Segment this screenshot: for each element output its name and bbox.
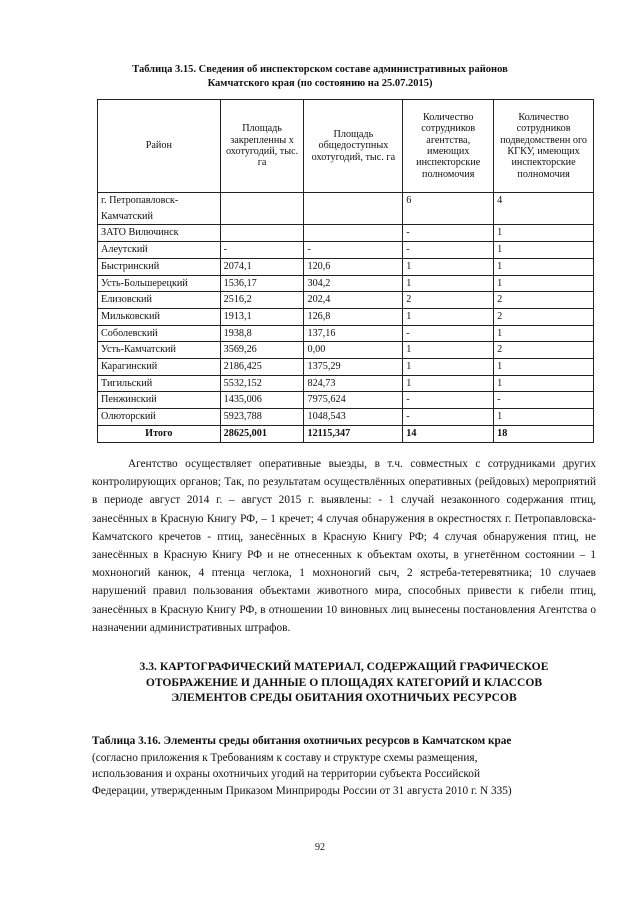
table-cell: 202,4 — [304, 292, 403, 309]
table-row — [98, 258, 594, 275]
table-cell: 1 — [494, 375, 594, 392]
table-cell: Усть-Большерецкий — [98, 275, 221, 292]
table-row — [98, 225, 594, 242]
table-cell: Мильковский — [98, 308, 221, 325]
table-cell: - — [220, 242, 304, 259]
table-cell: - — [403, 325, 494, 342]
table-cell: 2516,2 — [220, 292, 304, 309]
table-row — [98, 392, 594, 409]
table-cell: 5923,788 — [220, 409, 304, 426]
body-paragraph: Агентство осуществляет оперативные выезды, в т.ч. совместных с сотрудниками других контролирующих органов; Так, по результатам осуществлённых оперативных (рейдовых) мероприятий в периоде август 2014 г. – август 2015 г. выявлены: - 1 случай незаконного содержания птиц, занесённых в Красную Книгу РФ, – 1 кречет; 4 случая обнаружения в окрестностях г. Петропавловска-Камчатского кречетов - птиц, занесённых в Красную Книгу РФ; 4 случая обнаружения птиц, не занесённых в Красную Книгу РФ и не отнесенных к объектам охоты, в угнетённом состоянии – 1 мохноногий канюк, 4 птенца чеглока, 1 мохноногий сыч, 2 ястреба-тетеревятника; 10 случаев нарушений правил пользования объектами животного мира, способных привести к гибели птиц, занесённых в Красную Книгу РФ, в отношении 10 виновных лиц вынесены постановления Агентства о назначении административных штрафов. — [92, 458, 596, 634]
page-number: 92 — [315, 842, 325, 853]
table-cell: 1536,17 — [220, 275, 304, 292]
table-caption-line1: Таблица 3.15. Сведения об инспекторском составе административных районов — [132, 64, 508, 75]
section-heading-line2: ОТОБРАЖЕНИЕ И ДАННЫЕ О ПЛОЩАДЯХ КАТЕГОРИЙ И КЛАССОВ — [145, 675, 543, 689]
table-cell: 1 — [403, 308, 494, 325]
table-row — [98, 292, 594, 309]
col-header-kgku-staff: Количество сотрудников подведомственн ого КГКУ, имеющих инспекторские полномочия — [494, 100, 594, 193]
table-cell: 1 — [494, 225, 594, 242]
total-cell: 14 — [403, 425, 494, 442]
table-cell: 1 — [403, 359, 494, 376]
table2-caption: Таблица 3.16. Элементы среды обитания охотничьих ресурсов в Камчатском крае — [92, 735, 512, 747]
col-header-public-area: Площадь общедоступных охотугодий, тыс. га — [304, 100, 403, 193]
table-cell: 2 — [403, 292, 494, 309]
table-cell — [220, 225, 304, 242]
table-row — [98, 409, 594, 426]
table-cell: Пенжинский — [98, 392, 221, 409]
section-heading-line3: ЭЛЕМЕНТОВ СРЕДЫ ОБИТАНИЯ ОХОТНИЧЬИХ РЕСУРСОВ — [171, 691, 517, 704]
table-cell: Усть-Камчатский — [98, 342, 221, 359]
table-cell: - — [403, 242, 494, 259]
table-cell: 137,16 — [304, 325, 403, 342]
table2-caption-block — [92, 733, 602, 799]
table-cell: 7975,624 — [304, 392, 403, 409]
table-cell: Олюторский — [98, 409, 221, 426]
table-cell: 1 — [494, 409, 594, 426]
table-cell: 5532,152 — [220, 375, 304, 392]
table2-note-line1: (согласно приложения к Требованиям к составу и структуре схемы размещения, — [92, 751, 478, 764]
table-cell: 1048,543 — [304, 409, 403, 426]
table-cell: - — [494, 392, 594, 409]
table-cell: 1375,29 — [304, 359, 403, 376]
table-cell: 126,8 — [304, 308, 403, 325]
table-cell: 2074,1 — [220, 258, 304, 275]
table-cell: 2 — [494, 308, 594, 325]
table2-note-line3: Федерации, утвержденным Приказом Минприроды России от 31 августа 2010 г. N 335) — [92, 784, 512, 797]
col-header-agency-staff: Количество сотрудников агентства, имеющих инспекторские полномочия — [403, 100, 494, 193]
table-cell: ЗАТО Вилючинск — [98, 225, 221, 242]
table-row — [98, 325, 594, 342]
table-cell: 1 — [494, 325, 594, 342]
inspector-table — [97, 99, 594, 443]
table-cell: 1 — [494, 242, 594, 259]
table-cell: - — [403, 409, 494, 426]
table-cell — [220, 193, 304, 225]
table-cell: - — [304, 242, 403, 259]
table-cell: 1 — [494, 275, 594, 292]
table-cell: Карагинский — [98, 359, 221, 376]
table-cell: 1 — [403, 258, 494, 275]
table-row — [98, 342, 594, 359]
table-cell: 120,6 — [304, 258, 403, 275]
table-cell: г. Петропавловск-Камчатский — [98, 193, 221, 225]
total-cell: 28625,001 — [220, 425, 304, 442]
table-cell: 2186,425 — [220, 359, 304, 376]
table-cell: 1 — [403, 375, 494, 392]
table-cell: 0,00 — [304, 342, 403, 359]
table-cell — [304, 225, 403, 242]
table-row — [98, 308, 594, 325]
table-body — [98, 193, 594, 443]
table-cell: 824,73 — [304, 375, 403, 392]
total-cell: 18 — [494, 425, 594, 442]
table-caption-line2: Камчатского края (по состоянию на 25.07.2015) — [207, 78, 433, 89]
table-row — [98, 242, 594, 259]
col-header-district: Район — [98, 100, 221, 193]
table-cell: 3569,26 — [220, 342, 304, 359]
table-cell: 1938,8 — [220, 325, 304, 342]
table-cell — [304, 193, 403, 225]
total-cell: Итого — [98, 425, 221, 442]
table-row — [98, 193, 594, 225]
section-heading-line1: 3.3. КАРТОГРАФИЧЕСКИЙ МАТЕРИАЛ, СОДЕРЖАЩИЙ ГРАФИЧЕСКОЕ — [139, 660, 549, 673]
table-cell: 1435,006 — [220, 392, 304, 409]
table2-note-line2: использования и охраны охотничьих угодий на территории субъекта Российской — [92, 768, 480, 780]
table-cell: 1 — [494, 359, 594, 376]
table-cell: Алеутский — [98, 242, 221, 259]
table-row — [98, 375, 594, 392]
table-cell: 4 — [494, 193, 594, 225]
table-cell: Тигильский — [98, 375, 221, 392]
col-header-assigned-area: Площадь закрепленны х охотугодий, тыс. га — [220, 100, 304, 193]
table-row — [98, 359, 594, 376]
table-cell: 304,2 — [304, 275, 403, 292]
table-cell: Елизовский — [98, 292, 221, 309]
section-heading — [92, 659, 596, 706]
table-cell: 1913,1 — [220, 308, 304, 325]
table-cell: 2 — [494, 342, 594, 359]
total-row — [98, 425, 594, 442]
table-cell: - — [403, 225, 494, 242]
table-cell: Соболевский — [98, 325, 221, 342]
table-row — [98, 275, 594, 292]
table-cell: 1 — [403, 275, 494, 292]
table-cell: Быстринский — [98, 258, 221, 275]
table-cell: 1 — [403, 342, 494, 359]
table-cell: 2 — [494, 292, 594, 309]
table-cell: - — [403, 392, 494, 409]
total-cell: 12115,347 — [304, 425, 403, 442]
table-cell: 6 — [403, 193, 494, 225]
table-cell: 1 — [494, 258, 594, 275]
